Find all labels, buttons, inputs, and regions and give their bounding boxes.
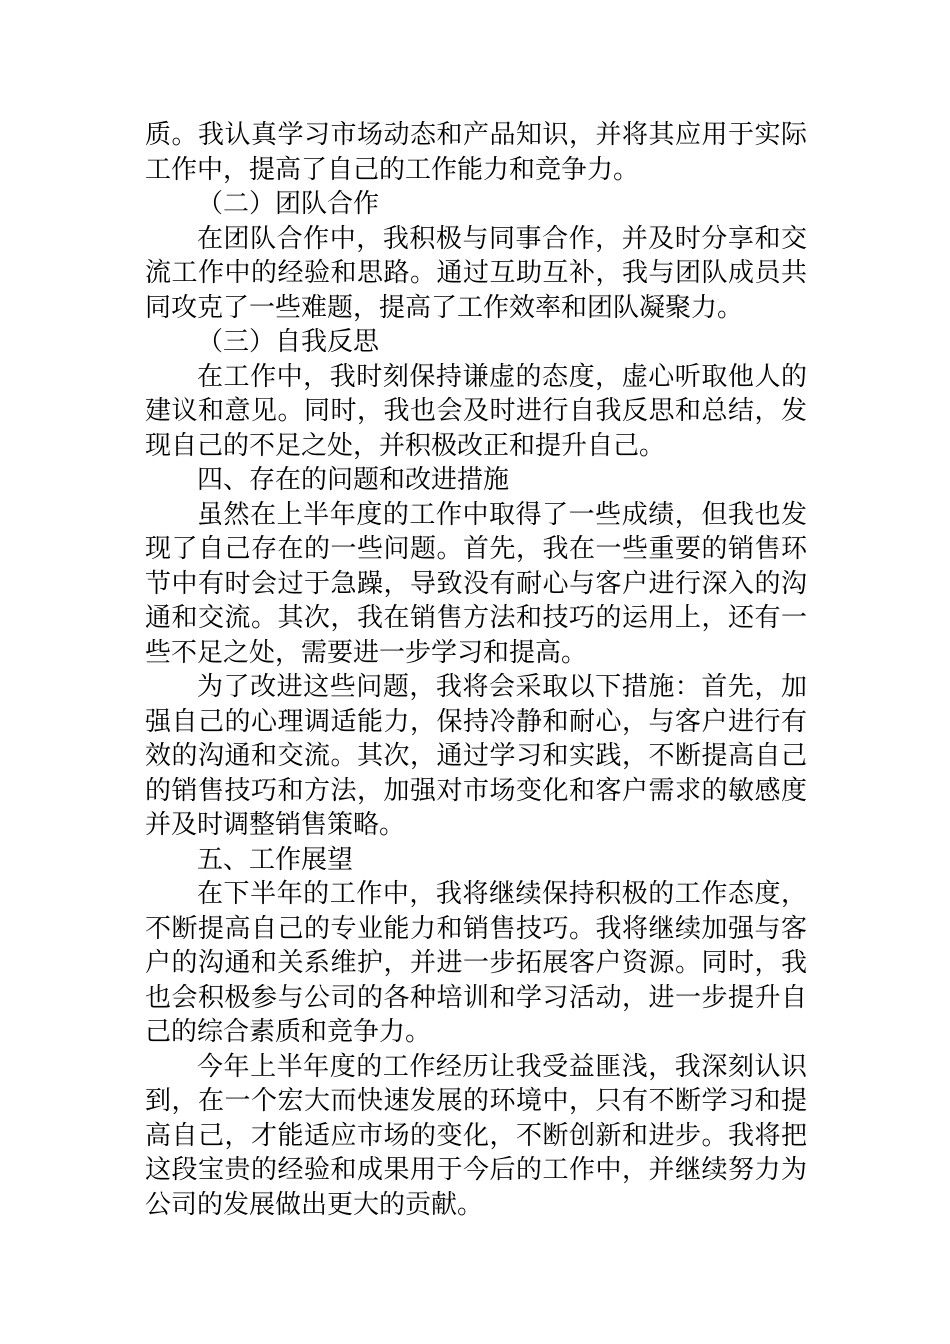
section-heading-outlook: 五、工作展望	[197, 844, 354, 875]
section-heading-teamwork: （二）团队合作	[197, 189, 380, 219]
document-page	[145, 118, 807, 1222]
paragraph-improvements: 为了改进这些问题，我将会采取以下措施：首先，加强自己的心理调适能力，保持冷静和耐心，与客户进行有效的沟通和交流。其次，通过学习和实践，不断提高自己的销售技巧和方法，加强对市场变化和客户需求的敏感度并及时调整销售策略。	[145, 672, 807, 840]
paragraph-self-reflection: 在工作中，我时刻保持谦虚的态度，虚心听取他人的建议和意见。同时，我也会及时进行自我反思和总结，发现自己的不足之处，并积极改正和提升自己。	[145, 361, 807, 461]
paragraph-problems: 虽然在上半年度的工作中取得了一些成绩，但我也发现了自己存在的一些问题。首先，我在一些重要的销售环节中有时会过于急躁，导致没有耐心与客户进行深入的沟通和交流。其次，我在销售方法和技巧的运用上，还有一些不足之处，需要进一步学习和提高。	[145, 499, 807, 668]
section-heading-problems: 四、存在的问题和改进措施	[197, 465, 510, 495]
paragraph-continued: 质。我认真学习市场动态和产品知识，并将其应用于实际工作中，提高了自己的工作能力和竞争力。	[145, 120, 807, 185]
section-heading-self-reflection: （三）自我反思	[197, 327, 380, 357]
paragraph-conclusion: 今年上半年度的工作经历让我受益匪浅，我深刻认识到，在一个宏大而快速发展的环境中，只有不断学习和提高自己，才能适应市场的变化，不断创新和进步。我将把这段宝贵的经验和成果用于今后的工作中，并继续努力为公司的发展做出更大的贡献。	[145, 1051, 807, 1220]
paragraph-teamwork: 在团队合作中，我积极与同事合作，并及时分享和交流工作中的经验和思路。通过互助互补，我与团队成员共同攻克了一些难题，提高了工作效率和团队凝聚力。	[145, 223, 807, 323]
paragraph-outlook: 在下半年的工作中，我将继续保持积极的工作态度，不断提高自己的专业能力和销售技巧。我将继续加强与客户的沟通和关系维护，并进一步拓展客户资源。同时，我也会积极参与公司的各种培训和学习活动，进一步提升自己的综合素质和竞争力。	[145, 879, 807, 1047]
